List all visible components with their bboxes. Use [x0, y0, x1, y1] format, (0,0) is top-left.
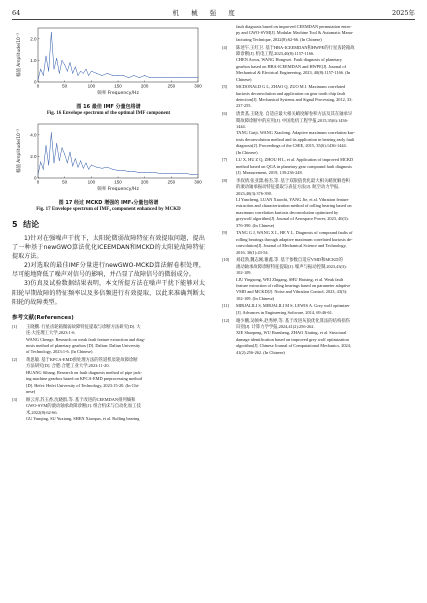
x-tick-label: 150	[114, 83, 122, 89]
reference-text	[236, 230, 415, 256]
spectrum-point	[64, 64, 65, 65]
spectrum-point	[72, 166, 73, 167]
spectrum-point	[38, 174, 39, 175]
reference-line: nese)	[26, 389, 36, 395]
spectrum-point	[192, 174, 193, 175]
references-list-right	[222, 24, 415, 356]
reference-item	[222, 157, 415, 176]
x-tick-label: 0	[36, 179, 40, 185]
reference-line: kurtosis deconvolution and application on gear tooth chip fault	[236, 90, 346, 96]
plot-frame	[38, 28, 198, 82]
reference-line: LI Yancheng, LUAN Xiaochi, YANG Jie, et al. Vibration feature	[236, 197, 349, 203]
spectrum-point	[43, 75, 44, 76]
spectrum-point	[56, 58, 57, 59]
reference-line: convolution[J]. Journal of Mechanical Science and Technology,	[236, 243, 347, 249]
spectrum-point	[91, 165, 92, 166]
conclusion-paragraph-3: 3)仿真及试验数据结果表明，本文所提方法在噪声干扰下能够对太阳轮早期故障的特征频率以及多倍频进行有效提取，以此来准确判断太阳轮的故障类型。	[12, 280, 205, 306]
figure-17-caption-en: Fig. 17 Envelope spectrum of IMF₄ component enhanced by MCKD	[36, 207, 181, 212]
reference-line: 滚动轴承故障诊断特征提取[J]. 噪声与振动控制,2023,43(3):	[236, 263, 347, 269]
spectrum-point	[46, 145, 47, 146]
reference-line: facturing Technique, 2022(8):62-66. (In Chinese)	[236, 36, 322, 42]
figure-16-caption-en: Fig. 16 Envelope spectrum of the optimal IMF component	[46, 111, 171, 116]
reference-item	[222, 318, 415, 356]
spectrum-point	[70, 152, 71, 153]
reference-number: [10]	[222, 257, 230, 263]
spectrum-point	[54, 69, 55, 70]
page-number: 64	[12, 8, 21, 17]
reference-line: fault diagnosis based on improved CEEMDAN permutation entro-	[236, 24, 352, 29]
reference-line: 术,2022(8):62-66.	[26, 409, 58, 415]
reference-line: ing machine gearbox based on KPCA-EMD preprocessing method	[26, 376, 142, 382]
reference-item	[222, 24, 415, 43]
reference-line: 刘硅勃,魏志刚,谢鑫,等. 基于参数自适应VMD和MCKD的	[236, 257, 343, 263]
reference-number: [9]	[222, 230, 228, 236]
spectrum-point	[72, 73, 73, 74]
y-tick-label: 0	[33, 175, 37, 181]
x-tick-label: 100	[87, 83, 96, 89]
reference-line: 2016, 30(1):43-54.	[236, 249, 269, 255]
reference-line: 李叔倩,张亚潇,杨杰,等. 基于双限值优化最大相关峭度解卷积	[236, 177, 351, 183]
envelope-spectrum-chart-17	[12, 120, 205, 198]
reference-line: 41(2):256-262. (In Chinese)	[236, 349, 285, 355]
reference-line: 的滚动轴承振动特征提取与表征方法[J]. 航空动力学报,	[236, 184, 340, 190]
journal-title: 机 械 强 度	[172, 9, 240, 17]
x-tick-label: 150	[114, 179, 122, 185]
x-tick-label: 250	[167, 83, 176, 89]
reference-line: GWO-SVM的滚动轴承故障诊断[J]. 组合机床与自动化加工技	[26, 403, 141, 409]
reference-line: [D]. Hefei: Hefei University of Technology, 2023:15-20. (In Chi-	[26, 382, 140, 388]
reference-line: 2023,40(3):376-390.	[236, 190, 272, 196]
reference-line: 方法研究[D]. 合肥:合肥工业大学,2023:11-20.	[26, 363, 110, 369]
reference-line: 王晓鹏. 行星齿轮箱微弱故障特征提取与诊断方法研究[D]. 大	[26, 323, 141, 329]
reference-line: Mechanical & Electrical Engineering, 2023, 40(8):1157-1166. (In	[236, 70, 351, 76]
reference-item	[12, 397, 205, 423]
references-title: 参考文献(References)	[12, 314, 74, 321]
reference-line: MCDONALD G L, ZHAO Q, ZUO M J. Maximum correlated	[236, 84, 346, 90]
spectrum-point	[40, 161, 41, 162]
spectrum-point	[144, 172, 145, 173]
reference-line: TANG Guiji, WANG Xiaolong. Adaptive maximum correlation kur-	[236, 130, 355, 136]
conclusion-paragraph-2: 2)对选取的最佳IMF分量进行newGWO-MCKD算法解卷积处理，尽可能地降低了噪声对信号的影响，并凸显了故障信号的微弱成分。	[12, 262, 205, 279]
reference-text	[236, 257, 415, 302]
reference-line: [J]. Measurement, 2019, 139:236-248.	[236, 170, 303, 176]
spectrum-point	[62, 147, 63, 148]
reference-line: Chinese)	[236, 76, 252, 82]
reference-item	[222, 111, 415, 156]
x-tick-label: 50	[62, 179, 68, 185]
spectrum-point	[51, 132, 52, 133]
conclusion-paragraph-1: 1)针对在强噪声干扰下，太阳轮微弱故障特征有效提取问题，提出了一种基于newGWO算法优化ICEEMDAN和MCKD的太阳轮故障特征提取方法。	[12, 235, 205, 261]
reference-text	[26, 397, 205, 423]
spectrum-point	[150, 77, 151, 78]
spectrum-point	[139, 77, 140, 78]
spectrum-point	[67, 71, 68, 72]
reference-line: 102-109. (In Chinese)	[236, 295, 275, 301]
reference-line: 陈述午,王红卫. 基于HBA-ICEEMDAN和HWPE的行星齿轮箱故	[236, 44, 355, 50]
reference-line: 连:大连理工大学,2023:1-6.	[26, 330, 76, 336]
spectrum-point	[54, 163, 55, 164]
reference-line: tosis deconvolution method and its application in bearing early fault	[236, 136, 355, 142]
spectrum-point	[75, 158, 76, 159]
spectrum-point	[102, 168, 103, 169]
reference-text	[236, 178, 415, 229]
spectrum-point	[48, 165, 49, 166]
spectrum-point	[78, 167, 79, 168]
reference-line: of Technology, 2023:1-6. (In Chinese)	[26, 349, 93, 355]
plot-frame	[38, 124, 198, 178]
spectrum-point	[96, 167, 97, 168]
spectrum-point	[83, 168, 84, 169]
figure-17-caption-cn: 图 17 经过 MCKD 增强的 IMF₄分量包络谱	[58, 200, 159, 206]
reference-line: (In Chinese)	[236, 149, 258, 155]
reference-text	[236, 157, 415, 176]
spectrum-point	[88, 169, 89, 170]
spectrum-point	[123, 170, 124, 171]
spectrum-point	[91, 71, 92, 72]
spectrum-point	[86, 163, 87, 164]
spectrum-point	[118, 170, 119, 171]
spectrum-point	[96, 73, 97, 74]
reference-line: extraction and characterization method of rolling bearing based on	[236, 203, 352, 209]
reference-number	[222, 24, 236, 43]
reference-line: XIE Shaopeng, WU Bansheng, ZHAO Xiuting, et al. Structural	[236, 330, 347, 336]
reference-number: [12]	[222, 317, 230, 323]
reference-number: [2]	[12, 357, 18, 363]
spectrum-point	[144, 75, 145, 76]
references-list-left	[12, 324, 205, 423]
reference-line: 237-255.	[236, 103, 252, 109]
x-tick-label: 100	[87, 179, 96, 185]
reference-line: feature extraction of rolling bearings based on parameter adaptive	[236, 282, 351, 288]
reference-line: HUANG Sihang. Research on fault diagnosis method of pipe jack-	[26, 369, 143, 375]
spectrum-point	[43, 169, 44, 170]
spectrum-point	[128, 77, 129, 78]
spectrum-point	[155, 172, 156, 173]
x-tick-label: 250	[167, 179, 176, 185]
y-tick-label: 0	[33, 79, 37, 85]
left-column	[12, 24, 205, 424]
reference-line: nosis method of planetary gearbox [D]. Dalian: Dalian University	[26, 342, 141, 348]
spectrum-point	[107, 73, 108, 74]
envelope-spectrum-chart-16	[12, 24, 205, 102]
spectrum-point	[38, 79, 39, 80]
spectrum-point	[134, 171, 135, 172]
spectrum-point	[59, 160, 60, 161]
reference-line: py and GWO-SVM[J]. Modular Machine Tool & Automatic Manu-	[236, 30, 354, 36]
spectrum-point	[139, 172, 140, 173]
reference-line: LIU Yingsong, WEI Zhigang, SHU Haixing, et al. Weak fault	[236, 276, 344, 282]
reference-line: WANG Chenge. Research on weak fault feature extraction and diag-	[26, 336, 146, 342]
reference-line: method based on QGA in planetary gear compound fault diagnosis	[236, 163, 352, 169]
spectrum-point	[48, 71, 49, 72]
spectrum-point	[160, 77, 161, 78]
y-tick-label: 2.0	[30, 154, 37, 159]
reference-line: LU X, HU Z Q, ZHOU H L, et al. Application of improved MCKD	[236, 157, 354, 163]
y-axis-label: 幅值 Amplitude/10⁻³	[17, 129, 22, 173]
spectrum-point	[166, 77, 167, 78]
reference-text	[236, 24, 415, 43]
spectrum-series-line	[38, 133, 198, 175]
reference-line: detection[J]. Mechanical Systems and Signal Processing, 2012, 33:	[236, 97, 353, 103]
y-axis-label: 幅值 Amplitude/10⁻³	[17, 33, 22, 77]
reference-line: 期故障诊断中的应用[J]. 中国电机工程学报,2015,35(6):1436-	[236, 117, 349, 123]
spectrum-point	[78, 75, 79, 76]
x-tick-label: 200	[140, 179, 149, 185]
spectrum-point	[80, 71, 81, 72]
reference-item	[12, 324, 205, 356]
reference-number: [1]	[12, 323, 18, 329]
spectrum-point	[51, 32, 52, 33]
spectrum-point	[182, 77, 183, 78]
reference-line: 障诊断[J]. 机电工程,2023,40(8):1157-1166.	[236, 50, 315, 56]
reference-line: greywolf algorithm[J]. Journal of Aerospace Power, 2023, 40(3):	[236, 216, 349, 222]
spectrum-point	[166, 173, 167, 174]
spectrum-point	[134, 75, 135, 76]
spectrum-series-line	[38, 32, 198, 80]
spectrum-point	[40, 69, 41, 70]
right-column	[222, 24, 415, 357]
x-tick-label: 0	[36, 83, 40, 89]
spectrum-point	[176, 173, 177, 174]
reference-number: [4]	[222, 44, 228, 50]
reference-line: 识别[J]. 计算力学学报,2024,41(2):256-262.	[236, 323, 315, 329]
spectrum-point	[112, 75, 113, 76]
reference-line: 1444.	[236, 123, 246, 129]
spectrum-point	[150, 172, 151, 173]
figure-17	[12, 120, 205, 212]
reference-text	[236, 318, 415, 356]
spectrum-point	[160, 173, 161, 174]
reference-item	[222, 45, 415, 83]
reference-number: [6]	[222, 111, 228, 117]
spectrum-point	[187, 77, 188, 78]
reference-text	[26, 357, 205, 395]
spectrum-point	[88, 75, 89, 76]
spectrum-point	[128, 171, 129, 172]
reference-line: CHEN Aowu, WANG Hongwei. Fault diagnosis of planetary	[236, 57, 342, 63]
spectrum-point	[176, 77, 177, 78]
spectrum-point	[80, 160, 81, 161]
spectrum-point	[86, 69, 87, 70]
reference-line: VMD and MCKD[J]. Noise and Vibration Control, 2023, 43(3):	[236, 289, 348, 295]
spectrum-point	[118, 75, 119, 76]
reference-text	[236, 45, 415, 83]
reference-text	[236, 111, 415, 156]
spectrum-point	[198, 77, 199, 78]
spectrum-point	[112, 169, 113, 170]
x-tick-label: 300	[194, 83, 202, 89]
spectrum-point	[67, 163, 68, 164]
reference-text	[26, 324, 205, 356]
spectrum-point	[198, 174, 199, 175]
spectrum-point	[107, 167, 108, 168]
reference-line: diagnosis[J]. Proceedings of the CSEE, 2015, 35(6):1436-1444.	[236, 143, 347, 149]
x-axis-label: 频率 Frequency/Hz	[97, 187, 139, 192]
section-heading: 结论	[23, 220, 40, 229]
spectrum-point	[155, 77, 156, 78]
section-number: 5	[12, 220, 18, 229]
reference-number: [8]	[222, 177, 228, 183]
spectrum-point	[102, 75, 103, 76]
spectrum-point	[123, 75, 124, 76]
reference-item	[222, 178, 415, 229]
y-tick-label: 2.0	[30, 36, 37, 42]
reference-line: rolling bearings through adaptive maximum correlated kurtosis de-	[236, 236, 353, 242]
page-header	[12, 6, 415, 20]
reference-number: [7]	[222, 157, 228, 163]
reference-number: [3]	[12, 396, 18, 402]
spectrum-point	[46, 56, 47, 57]
spectrum-point	[187, 173, 188, 174]
x-tick-label: 200	[140, 83, 149, 89]
reference-line: 顾云青,苏玉香,沈晓群,等. 基于改进的CEEMDAN排列熵和	[26, 396, 136, 402]
spectrum-point	[192, 77, 193, 78]
reference-line: [J]. Advances in Engineering Software, 2014, 69:46-61.	[236, 309, 333, 315]
reference-item	[12, 357, 205, 395]
spectrum-point	[171, 77, 172, 78]
spectrum-point	[56, 143, 57, 144]
publication-year: 2025年	[391, 9, 415, 17]
x-tick-label: 300	[194, 179, 202, 185]
reference-line: 376-390. (In Chinese)	[236, 222, 275, 228]
spectrum-point	[171, 173, 172, 174]
spectrum-point	[64, 154, 65, 155]
reference-line: GU Yunqing, SU Yuxiang, SHEN Xiaoqun, et al. Rolling bearing	[26, 416, 140, 422]
reference-text	[236, 303, 415, 316]
figure-16	[12, 24, 205, 116]
spectrum-point	[62, 60, 63, 61]
reference-number: [5]	[222, 84, 228, 90]
reference-line: 唐贵基,王晓龙. 自适应最大相关峭度解卷积方法及其在轴承早	[236, 111, 353, 117]
reference-line: damage identification based on improved grey wolf optimization	[236, 336, 349, 342]
y-tick-label: 1.0	[30, 58, 37, 63]
x-axis-label: 频率 Frequency/Hz	[97, 91, 139, 96]
reference-item	[222, 84, 415, 110]
reference-line: TANG G J, WANG X L, HE Y L. Diagnosis of compound faults of	[236, 230, 353, 236]
section-title	[12, 219, 205, 230]
reference-number: [11]	[222, 303, 230, 309]
reference-line: algorithm[J]. Chinese Journal of Computational Mechanics, 2024,	[236, 343, 351, 349]
reference-item	[222, 303, 415, 316]
reference-line: 102-109.	[236, 270, 252, 276]
reference-text	[236, 84, 415, 110]
spectrum-point	[83, 73, 84, 74]
y-tick-label: 4.0	[30, 132, 37, 138]
reference-item	[222, 257, 415, 302]
reference-item	[222, 230, 415, 256]
figure-16-caption-cn: 图 16 最佳 IMF 分量包络谱	[76, 104, 141, 110]
reference-line: MIRJALILI S, MIRJALILI M S, LEWIS A. Grey wolf optimizer	[236, 303, 350, 309]
x-tick-label: 50	[62, 83, 68, 89]
spectrum-point	[59, 73, 60, 74]
spectrum-point	[75, 67, 76, 68]
spectrum-point	[70, 62, 71, 63]
reference-line: maximum correlation kurtosis deconvolution optimized by	[236, 209, 339, 215]
reference-line: gearbox based on HBA-ICEEMDAN and HWPE[J]. Journal of	[236, 63, 347, 69]
reference-line: 黄思敏. 基于KPCA-EMD预处理方法的管道机泵轮故障诊断	[26, 357, 138, 363]
spectrum-point	[182, 173, 183, 174]
reference-line: 谢少鹏,吴帧乡,赵秀婷,等. 基于改进灰狼优化算法的结构损伤	[236, 317, 351, 323]
